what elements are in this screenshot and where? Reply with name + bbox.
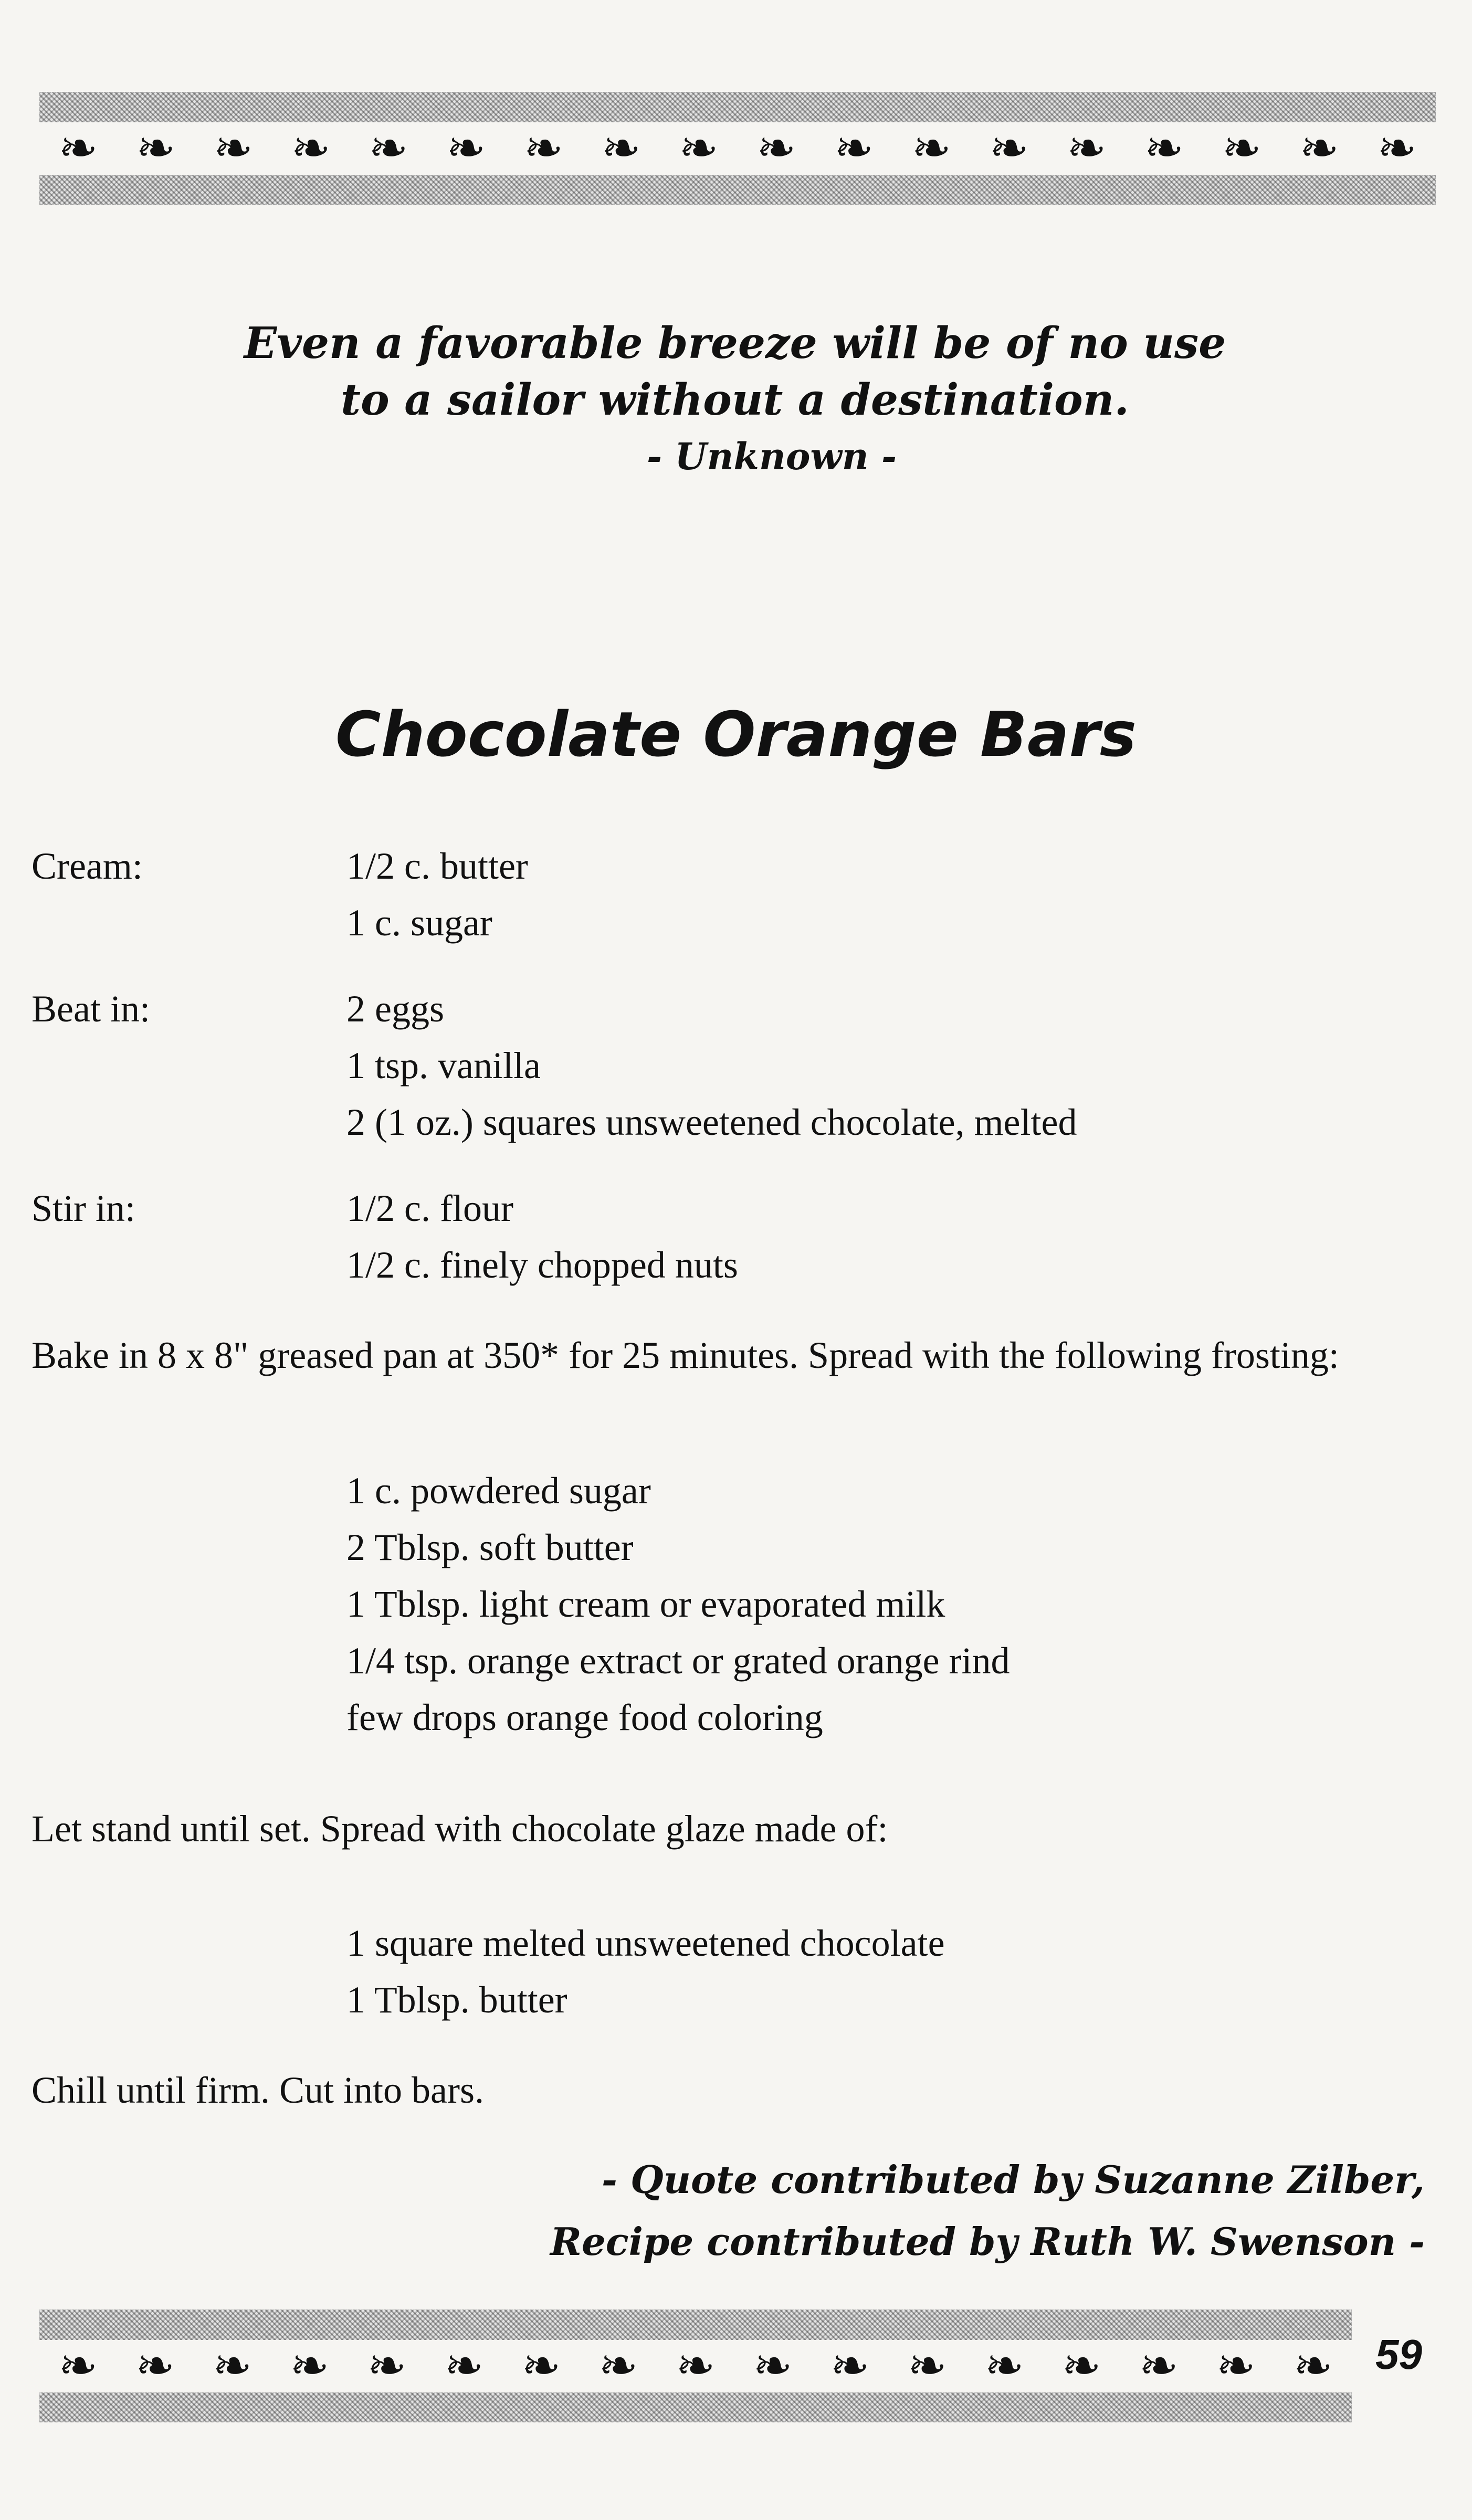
glaze-butter: 1 Tblsp. butter xyxy=(346,1979,567,2021)
ingredient-vanilla: 1 tsp. vanilla xyxy=(346,1045,541,1087)
ornament-icon: ❧ xyxy=(676,2338,716,2394)
ornament-icon: ❧ xyxy=(753,2338,793,2394)
ingredient-nuts: 1/2 c. finely chopped nuts xyxy=(346,1244,738,1286)
ornament-icon: ❧ xyxy=(598,2338,638,2394)
recipe-title: Chocolate Orange Bars xyxy=(335,698,1137,771)
ornament-icon: ❧ xyxy=(446,121,486,176)
epigraph-quote xyxy=(157,315,1312,485)
bottom-ornament-row xyxy=(39,2340,1352,2392)
quote-line-1: Even a favorable breeze will be of no use xyxy=(244,318,1226,368)
frosting-orange-extract: 1/4 tsp. orange extract or grated orange rind xyxy=(346,1640,1010,1682)
ornament-icon: ❧ xyxy=(289,2338,330,2394)
step-label-beat-in: Beat in: xyxy=(31,988,150,1030)
ornament-icon: ❧ xyxy=(911,121,952,176)
ornament-icon: ❧ xyxy=(1299,121,1339,176)
ornament-icon: ❧ xyxy=(291,121,331,176)
ingredient-chocolate: 2 (1 oz.) squares unsweetened chocolate, melted xyxy=(346,1101,1077,1143)
ornament-icon: ❧ xyxy=(212,2338,253,2394)
ornament-icon: ❧ xyxy=(521,2338,561,2394)
ornament-icon: ❧ xyxy=(830,2338,870,2394)
ornament-icon: ❧ xyxy=(1222,121,1262,176)
ornament-icon: ❧ xyxy=(907,2338,947,2394)
quote-line-2: to a sailor without a destination. xyxy=(341,375,1129,425)
glaze-chocolate: 1 square melted unsweetened chocolate xyxy=(346,1922,945,1964)
ornament-icon: ❧ xyxy=(58,2338,98,2394)
ingredient-butter: 1/2 c. butter xyxy=(346,845,528,887)
ingredient-eggs: 2 eggs xyxy=(346,988,444,1030)
final-instructions: Chill until firm. Cut into bars. xyxy=(31,2069,484,2111)
ornament-icon: ❧ xyxy=(1139,2338,1179,2394)
ornament-icon: ❧ xyxy=(367,2338,407,2394)
ornament-icon: ❧ xyxy=(989,121,1029,176)
bottom-decorative-border xyxy=(39,2310,1352,2422)
ingredient-flour: 1/2 c. flour xyxy=(346,1187,513,1229)
frosting-cream: 1 Tblsp. light cream or evaporated milk xyxy=(346,1583,945,1625)
ornament-icon: ❧ xyxy=(369,121,408,176)
ornament-icon: ❧ xyxy=(601,121,641,176)
top-ornament-row xyxy=(39,122,1436,175)
bake-instructions: Bake in 8 x 8" greased pan at 350* for 25 minutes. Spread with the following frosting: xyxy=(31,1334,1339,1376)
ornament-icon: ❧ xyxy=(1216,2338,1256,2394)
frosting-coloring: few drops orange food coloring xyxy=(346,1696,823,1738)
ornament-icon: ❧ xyxy=(444,2338,484,2394)
ornament-icon: ❧ xyxy=(679,121,719,176)
ornament-icon: ❧ xyxy=(1293,2338,1333,2394)
top-decorative-border xyxy=(39,92,1436,205)
step-label-stir-in: Stir in: xyxy=(31,1187,136,1229)
ornament-icon: ❧ xyxy=(1144,121,1184,176)
ingredient-sugar: 1 c. sugar xyxy=(346,902,492,944)
ornament-icon: ❧ xyxy=(135,2338,175,2394)
quote-author: - Unknown - xyxy=(646,435,897,478)
ornament-icon: ❧ xyxy=(1061,2338,1101,2394)
frosting-powdered-sugar: 1 c. powdered sugar xyxy=(346,1470,651,1512)
ornament-icon: ❧ xyxy=(1377,121,1417,176)
recipe-credit: Recipe contributed by Ruth W. Swenson - xyxy=(550,2219,1425,2264)
glaze-instructions: Let stand until set. Spread with chocolate glaze made of: xyxy=(31,1808,888,1850)
step-label-cream: Cream: xyxy=(31,845,143,887)
ornament-icon: ❧ xyxy=(756,121,796,176)
ornament-icon: ❧ xyxy=(523,121,564,176)
ornament-icon: ❧ xyxy=(1067,121,1107,176)
ornament-icon: ❧ xyxy=(984,2338,1024,2394)
ornament-icon: ❧ xyxy=(58,121,98,176)
frosting-butter: 2 Tblsp. soft butter xyxy=(346,1526,634,1568)
ornament-icon: ❧ xyxy=(213,121,254,176)
quote-credit: - Quote contributed by Suzanne Zilber, xyxy=(602,2157,1425,2202)
ornament-icon: ❧ xyxy=(135,121,176,176)
ornament-icon: ❧ xyxy=(834,121,874,176)
page-number: 59 xyxy=(1375,2331,1422,2378)
